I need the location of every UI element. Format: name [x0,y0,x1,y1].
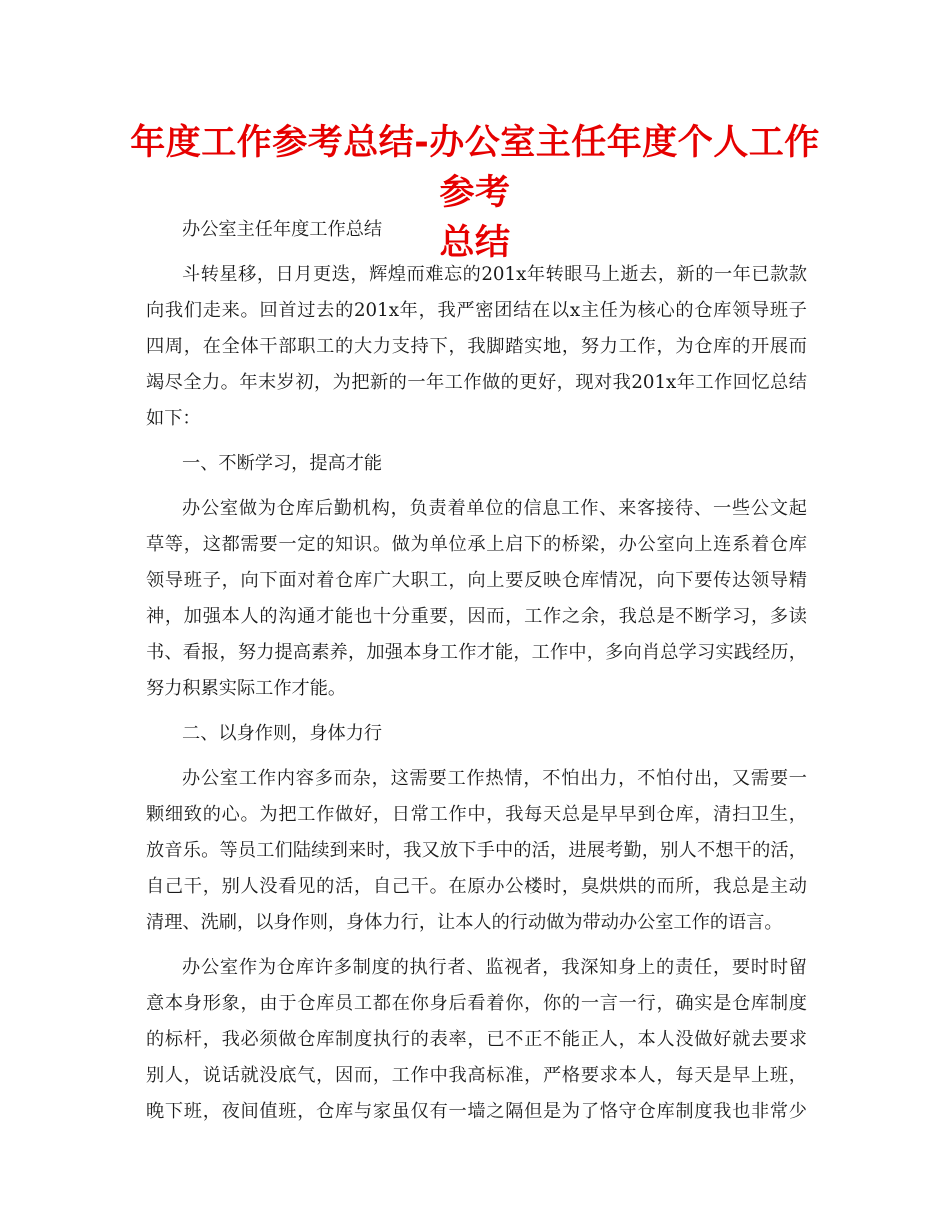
paragraph-gap [146,437,807,446]
paragraph-line: 别人，说话就没底气，因而，工作中我高标准，严格要求本人，每天是早上班， [146,1065,807,1086]
paragraph-line: 颗细致的心。为把工作做好，日常工作中，我每天总是早早到仓库，清扫卫生， [146,804,807,825]
paragraph-discipline [146,950,807,1130]
paragraph-learning [146,491,807,707]
paragraph-line: 领导班子，向下面对着仓库广大职工，向上要反映仓库情况，向下要传达领导精 [146,570,807,591]
paragraph-line: 晚下班，夜间值班，仓库与家虽仅有一墙之隔但是为了恪守仓库制度我也非常少 [146,1101,807,1122]
paragraph-line: 草等，这都需要一定的知识。做为单位承上启下的桥梁，办公室向上连系着仓库 [146,534,807,555]
paragraph-line: 办公室做为仓库后勤机构，负责着单位的信息工作、来客接待、一些公文起 [182,498,807,519]
paragraph-line: 书、看报，努力提高素养，加强本身工作才能，工作中，多向肖总学习实践经历， [146,642,807,663]
title-line-1: 年度工作参考总结-办公室主任年度个人工作参考 [130,123,820,213]
paragraph-line: 办公室作为仓库许多制度的执行者、监视者，我深知身上的责任，要时时留 [182,957,807,978]
paragraph-line: 竭尽全力。年末岁初，为把新的一年工作做的更好，现对我201x年工作回忆总结 [146,372,807,393]
section-heading-2: 二、以身作则，身体力行 [182,723,383,744]
paragraph-gap [146,707,807,716]
paragraph-gap [146,941,807,950]
document-body [146,212,807,1130]
paragraph-line: 四周，在全体干部职工的大力支持下，我脚踏实地，努力工作，为仓库的开展而 [146,336,807,357]
paragraph-line: 意本身形象，由于仓库员工都在你身后看着你，你的一言一行，确实是仓库制度 [146,993,807,1014]
paragraph-intro [146,257,807,437]
paragraph-line: 放音乐。等员工们陆续到来时，我又放下手中的活，进展考勤，别人不想干的活， [146,840,807,861]
paragraph-line: 的标杆，我必须做仓库制度执行的表率，已不正不能正人，本人没做好就去要求 [146,1029,807,1050]
paragraph-gap [146,248,807,257]
paragraph-line: 清理、洗刷，以身作则，身体力行，让本人的行动做为带动办公室工作的语言。 [146,912,783,933]
paragraph-example [146,761,807,941]
paragraph-line: 斗转星移，日月更迭，辉煌而难忘的201x年转眼马上逝去，新的一年已款款 [182,264,807,285]
paragraph-line: 如下： [146,408,201,429]
paragraph-gap [146,482,807,491]
paragraph-gap [146,752,807,761]
paragraph-line: 向我们走来。回首过去的201x年，我严密团结在以x主任为核心的仓库领导班子 [146,300,807,321]
section-heading-1: 一、不断学习，提高才能 [182,453,383,474]
paragraph-line: 自己干，别人没看见的活，自己干。在原办公楼时，臭烘烘的而所，我总是主动 [146,876,807,897]
title-line-2: 总结 [439,223,511,263]
paragraph-line: 办公室工作内容多而杂，这需要工作热情，不怕出力，不怕付出，又需要一 [182,768,807,789]
subtitle: 办公室主任年度工作总结 [182,219,383,240]
paragraph-line: 神，加强本人的沟通才能也十分重要，因而，工作之余，我总是不断学习，多读 [146,606,807,627]
paragraph-line: 努力积累实际工作才能。 [146,678,347,699]
